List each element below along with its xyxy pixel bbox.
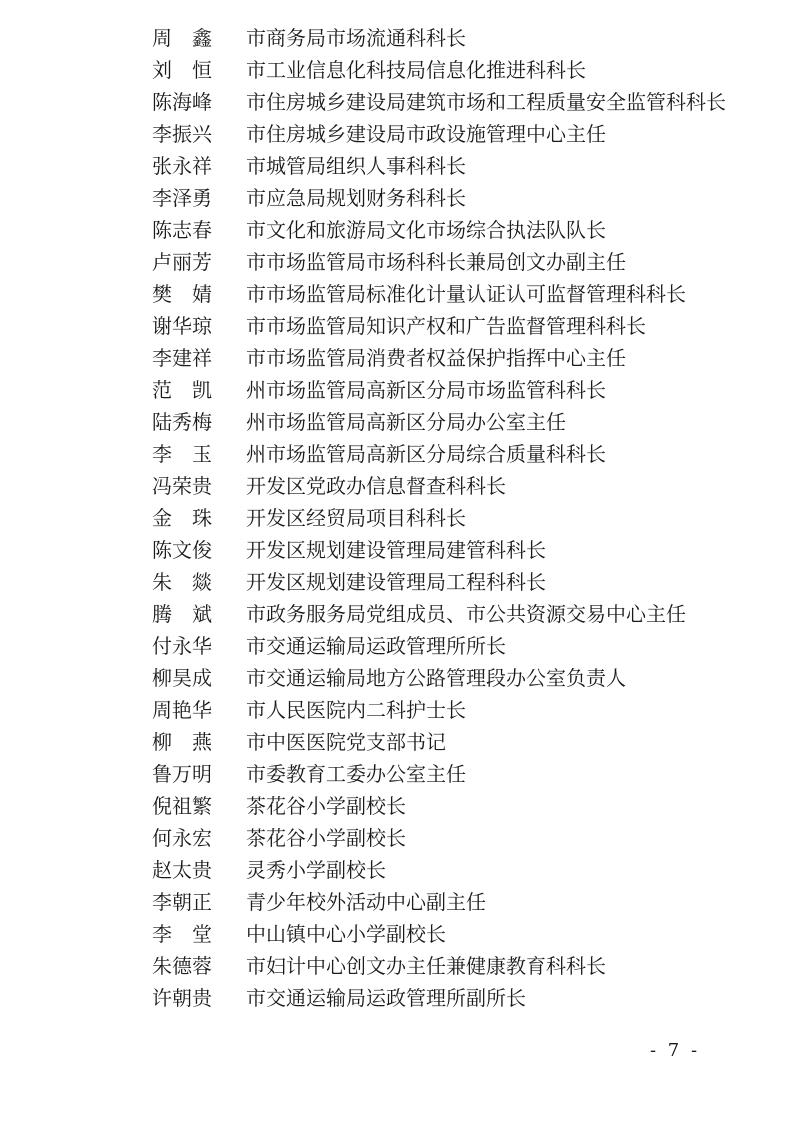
person-position: 市城管局组织人事科科长: [246, 154, 466, 178]
list-item: [152, 54, 752, 86]
person-name: 陆秀梅: [152, 410, 212, 434]
person-name: 樊 婧: [152, 282, 212, 306]
person-position: 茶花谷小学副校长: [246, 826, 406, 850]
person-position: 市人民医院内二科护士长: [246, 698, 466, 722]
list-item: [152, 598, 752, 630]
list-item: [152, 150, 752, 182]
person-position: 市交通运输局地方公路管理段办公室负责人: [246, 666, 626, 690]
list-item: [152, 310, 752, 342]
person-position: 茶花谷小学副校长: [246, 794, 406, 818]
list-item: [152, 566, 752, 598]
list-item: [152, 662, 752, 694]
list-item: [152, 342, 752, 374]
person-name: 鲁万明: [152, 762, 212, 786]
list-item: [152, 694, 752, 726]
person-name: 陈海峰: [152, 90, 212, 114]
person-name: 卢丽芳: [152, 250, 212, 274]
person-name: 陈文俊: [152, 538, 212, 562]
list-item: [152, 982, 752, 1014]
person-position: 中山镇中心小学副校长: [246, 922, 446, 946]
person-position: 州市场监管局高新区分局办公室主任: [246, 410, 566, 434]
person-position: 市市场监管局标准化计量认证认可监督管理科科长: [246, 282, 686, 306]
list-item: [152, 214, 752, 246]
person-position: 市妇计中心创文办主任兼健康教育科科长: [246, 954, 606, 978]
name-list: [152, 22, 752, 1014]
person-position: 市住房城乡建设局建筑市场和工程质量安全监管科科长: [246, 90, 726, 114]
person-position: 市交通运输局运政管理所副所长: [246, 986, 526, 1010]
person-name: 金 珠: [152, 506, 212, 530]
person-name: 周艳华: [152, 698, 212, 722]
list-item: [152, 278, 752, 310]
person-name: 李 玉: [152, 442, 212, 466]
person-position: 市商务局市场流通科科长: [246, 26, 466, 50]
person-name: 冯荣贵: [152, 474, 212, 498]
person-name: 朱 燚: [152, 570, 212, 594]
person-name: 朱德蓉: [152, 954, 212, 978]
person-name: 范 凯: [152, 378, 212, 402]
list-item: [152, 918, 752, 950]
person-position: 灵秀小学副校长: [246, 858, 386, 882]
person-position: 市市场监管局消费者权益保护指挥中心主任: [246, 346, 626, 370]
person-position: 州市场监管局高新区分局市场监管科科长: [246, 378, 606, 402]
person-position: 市市场监管局知识产权和广告监督管理科科长: [246, 314, 646, 338]
list-item: [152, 854, 752, 886]
person-name: 李泽勇: [152, 186, 212, 210]
person-name: 付永华: [152, 634, 212, 658]
person-position: 开发区经贸局项目科科长: [246, 506, 466, 530]
list-item: [152, 118, 752, 150]
person-name: 倪祖繁: [152, 794, 212, 818]
list-item: [152, 86, 752, 118]
person-position: 市政务服务局党组成员、市公共资源交易中心主任: [246, 602, 686, 626]
person-name: 谢华琼: [152, 314, 212, 338]
person-position: 市市场监管局市场科科长兼局创文办副主任: [246, 250, 626, 274]
person-name: 柳 燕: [152, 730, 212, 754]
list-item: [152, 406, 752, 438]
list-item: [152, 182, 752, 214]
person-name: 腾 斌: [152, 602, 212, 626]
person-position: 市工业信息化科技局信息化推进科科长: [246, 58, 586, 82]
list-item: [152, 246, 752, 278]
list-item: [152, 790, 752, 822]
list-item: [152, 534, 752, 566]
list-item: [152, 22, 752, 54]
person-position: 市中医医院党支部书记: [246, 730, 446, 754]
person-name: 赵太贵: [152, 858, 212, 882]
person-position: 州市场监管局高新区分局综合质量科科长: [246, 442, 606, 466]
person-position: 市应急局规划财务科科长: [246, 186, 466, 210]
person-position: 青少年校外活动中心副主任: [246, 890, 486, 914]
page-number: - 7 -: [650, 1040, 701, 1061]
person-name: 何永宏: [152, 826, 212, 850]
person-name: 李 堂: [152, 922, 212, 946]
person-name: 李振兴: [152, 122, 212, 146]
person-name: 柳昊成: [152, 666, 212, 690]
person-position: 开发区规划建设管理局建管科科长: [246, 538, 546, 562]
person-name: 张永祥: [152, 154, 212, 178]
person-position: 开发区党政办信息督查科科长: [246, 474, 506, 498]
list-item: [152, 758, 752, 790]
list-item: [152, 502, 752, 534]
person-name: 许朝贵: [152, 986, 212, 1010]
list-item: [152, 950, 752, 982]
person-position: 市委教育工委办公室主任: [246, 762, 466, 786]
list-item: [152, 630, 752, 662]
person-name: 陈志春: [152, 218, 212, 242]
list-item: [152, 438, 752, 470]
person-position: 开发区规划建设管理局工程科科长: [246, 570, 546, 594]
list-item: [152, 822, 752, 854]
person-position: 市文化和旅游局文化市场综合执法队队长: [246, 218, 606, 242]
list-item: [152, 470, 752, 502]
person-name: 李朝正: [152, 890, 212, 914]
person-position: 市交通运输局运政管理所所长: [246, 634, 506, 658]
list-item: [152, 374, 752, 406]
person-name: 刘 恒: [152, 58, 212, 82]
person-name: 周 鑫: [152, 26, 212, 50]
person-position: 市住房城乡建设局市政设施管理中心主任: [246, 122, 606, 146]
person-name: 李建祥: [152, 346, 212, 370]
list-item: [152, 726, 752, 758]
list-item: [152, 886, 752, 918]
